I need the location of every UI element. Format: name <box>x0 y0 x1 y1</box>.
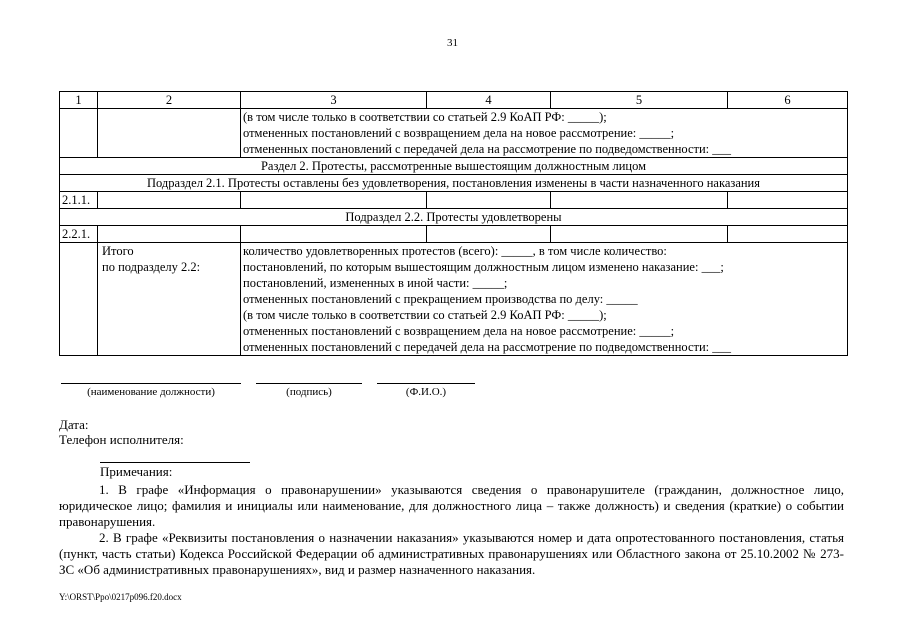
continued-text-cell <box>241 109 848 158</box>
subsection-2-2-title: Подраздел 2.2. Протесты удовлетворены <box>60 209 848 226</box>
total-line-3: постановлений, измененных в иной части: _____; <box>243 276 508 290</box>
table-row-continued <box>60 109 848 158</box>
table-header-row <box>60 92 848 109</box>
total-label-cell <box>98 243 241 356</box>
total-line-7: отмененных постановлений с передачей дела на рассмотрение по подведомственности: ___ <box>243 340 732 354</box>
subsection-2-1-title: Подраздел 2.1. Протесты оставлены без удовлетворения, постановления изменены в части назначенного наказания <box>60 175 848 192</box>
cont-line-1: (в том числе только в соответствии со статьей 2.9 КоАП РФ: _____); <box>243 110 607 124</box>
section-2-row <box>60 158 848 175</box>
notes-divider <box>100 462 250 463</box>
total-line-5: (в том числе только в соответствии со статьей 2.9 КоАП РФ: _____); <box>243 308 607 322</box>
phone-label: Телефон исполнителя: <box>59 432 184 447</box>
col-header-4: 4 <box>427 92 551 109</box>
total-text-cell <box>241 243 848 356</box>
section-2-title: Раздел 2. Протесты, рассмотренные вышестоящим должностным лицом <box>60 158 848 175</box>
col-header-3: 3 <box>241 92 427 109</box>
signature-sign-label: (подпись) <box>256 383 362 398</box>
table-row-2-1-1 <box>60 192 848 209</box>
total-row <box>60 243 848 356</box>
note-1 <box>59 482 844 530</box>
total-line-2: постановлений, по которым вышестоящим должностным лицом изменено наказание: ___; <box>243 260 724 274</box>
signature-fio-label: (Ф.И.О.) <box>377 383 475 398</box>
total-line-4: отмененных постановлений с прекращением производства по делу: _____ <box>243 292 638 306</box>
footer-file-path: Y:\ORST\Ppo\0217p096.f20.docx <box>59 592 182 602</box>
notes-title: Примечания: <box>100 464 173 479</box>
subsection-2-1-row <box>60 175 848 192</box>
note-2 <box>59 530 844 578</box>
total-line-6: отмененных постановлений с возвращением дела на новое рассмотрение: _____; <box>243 324 675 338</box>
col-header-6: 6 <box>728 92 848 109</box>
row-number-2-2-1: 2.2.1. <box>60 226 98 243</box>
table-row-2-2-1 <box>60 226 848 243</box>
page-number: 31 <box>447 37 458 49</box>
col-header-1: 1 <box>60 92 98 109</box>
note-1-text: 1. В графе «Информация о правонарушении» указываются сведения о правонарушителе (гражданин, должностное лицо, юридическое лицо; фамилия и инициалы или наименование, для должностного лица – также должность) и сведения (краткие) о событии правонарушения. <box>59 482 844 529</box>
total-label-sub: по подразделу 2.2: <box>102 260 201 274</box>
cont-line-3: отмененных постановлений с передачей дела на рассмотрение по подведомственности: ___ <box>243 142 732 156</box>
note-2-text: 2. В графе «Реквизиты постановления о назначении наказания» указываются номер и дата опротестованного постановления, статья (пункт, часть статьи) Кодекса Российской Федерации об административных правонарушениях или Областного закона от 25.10.2002 № 273-ЗС «Об административных правонарушениях», вид и размер назначенного наказания. <box>59 530 844 577</box>
date-label: Дата: <box>59 417 89 432</box>
col-header-2: 2 <box>98 92 241 109</box>
subsection-2-2-row <box>60 209 848 226</box>
total-label: Итого <box>102 244 134 258</box>
signature-position-label: (наименование должности) <box>61 383 241 398</box>
col-header-5: 5 <box>551 92 728 109</box>
cont-line-2: отмененных постановлений с возвращением дела на новое рассмотрение: _____; <box>243 126 675 140</box>
total-line-1: количество удовлетворенных протестов (всего): _____, в том числе количество: <box>243 244 667 258</box>
report-table <box>59 91 848 356</box>
row-number-2-1-1: 2.1.1. <box>60 192 98 209</box>
